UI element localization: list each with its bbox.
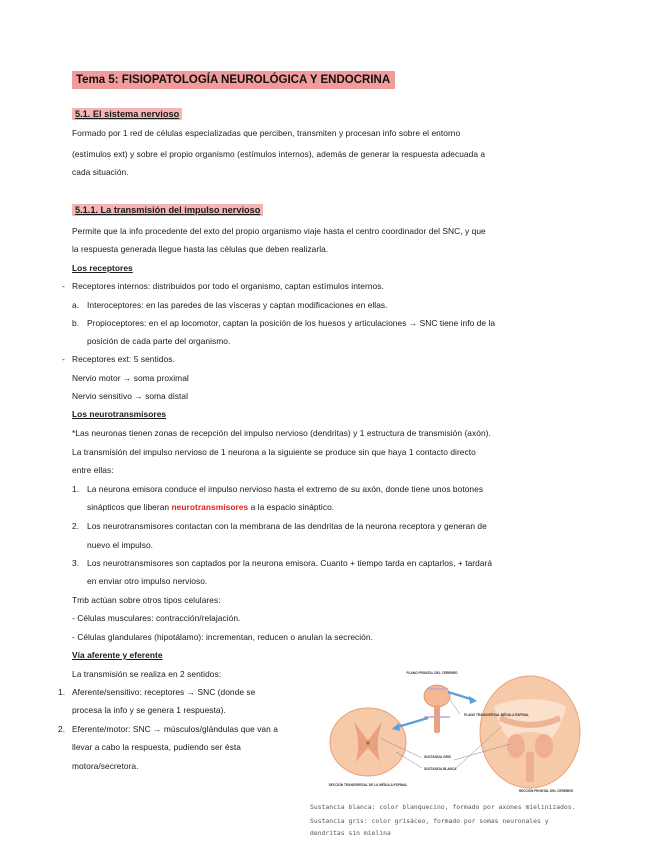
label-plano-frontal: PLANO FRONTAL DEL CEREBRO xyxy=(406,671,458,675)
neuro-intro-cont: entre ellas: xyxy=(72,465,114,475)
paragraph-line: (estímulos ext) y sobre el propio organismo (estímulos internos), además de generar la respuesta adecuada a xyxy=(72,149,486,159)
aferente-cont: procesa la info y se genera 1 respuesta). xyxy=(72,705,226,715)
list-marker: 2. xyxy=(72,521,80,531)
eferente: Eferente/motor: SNC → músculos/glándulas que van a xyxy=(72,724,278,734)
tmb-line: Tmb actúan sobre otros tipos celulares: xyxy=(72,595,221,605)
highlight-neurotransmisores: neurotransmisores xyxy=(171,502,249,512)
label-seccion-frontal: SECCIÓN FRONTAL DEL CEREBRO xyxy=(518,789,574,793)
subheading-neurotransmisores: Los neurotransmisores xyxy=(72,409,167,419)
section-heading-5-1-1: 5.1.1. La transmisión del impulso nervioso xyxy=(72,204,263,216)
via-intro: La transmisión se realiza en 2 sentidos: xyxy=(72,669,222,679)
bullet-marker: - xyxy=(62,354,65,364)
step-2: Los neurotransmisores contactan con la membrana de las dendritas de la neurona receptora y generan de xyxy=(87,521,487,531)
step-2-cont: nuevo el impulso. xyxy=(87,540,154,550)
step-1-cont: sinápticos que liberan neurotransmisores a la espacio sináptico. xyxy=(87,502,335,512)
propioceptores-cont: posición de cada parte del organismo. xyxy=(87,336,231,346)
celulas-glandulares: - Células glandulares (hipotálamo): incrementan, reducen o anulan la secreción. xyxy=(72,632,373,642)
propioceptores: Propioceptores: en el ap locomotor, captan la posición de los huesos y articulaciones → SNC tiene info de la xyxy=(87,318,496,328)
interoceptores: Interoceptores: en las paredes de las vísceras y captan modificaciones en ellas. xyxy=(87,300,388,310)
subheading-via: Vía aferente y eferente xyxy=(72,650,163,660)
list-marker: 3. xyxy=(72,558,80,568)
figure-caption-line: dendritas sin mielina xyxy=(310,829,391,837)
nervous-system-figure xyxy=(324,666,582,796)
label-sustancia-gris: SUSTANCIA GRIS xyxy=(424,755,451,759)
list-marker: 1. xyxy=(72,484,80,494)
celulas-musculares: - Células musculares: contracción/relajación. xyxy=(72,613,241,623)
receptores-ext: Receptores ext: 5 sentidos. xyxy=(72,354,175,364)
neuro-intro: La transmisión del impulso nervioso de 1 neurona a la siguiente se produce sin que haya 1 contacto directo xyxy=(72,447,476,457)
nervio-motor: Nervio motor → soma proximal xyxy=(72,373,189,383)
step-1: La neurona emisora conduce el impulso nervioso hasta el extremo de su axón, donde tiene unos botones xyxy=(87,484,484,494)
nervio-sensitivo: Nervio sensitivo → soma distal xyxy=(72,391,188,401)
neuro-note: *Las neuronas tienen zonas de recepción del impulso nervioso (dendritas) y 1 estructura de transmisión (axón). xyxy=(72,428,491,438)
label-plano-transversal: PLANO TRANSVERSAL MÉDULA ESPINAL xyxy=(464,713,529,717)
eferente-cont: llevar a cabo la respuesta, pudiendo ser ésta xyxy=(72,742,241,752)
list-marker: 2. xyxy=(58,724,66,734)
list-marker: 1. xyxy=(58,687,66,697)
aferente: Aferente/sensitivo: receptores → SNC (donde se xyxy=(72,687,256,697)
figure-caption-line: Sustancia gris: color grisáceo, formado por somas neuronales y xyxy=(310,817,549,825)
paragraph-line: la respuesta generada llegue hasta las células que deben realizarla. xyxy=(72,244,329,254)
list-marker: b. xyxy=(72,318,80,328)
page-title: Tema 5: FISIOPATOLOGÍA NEUROLÓGICA Y ENDOCRINA xyxy=(72,71,395,89)
paragraph-line: Permite que la info procedente del exto del propio organismo viaje hasta el centro coordinador del SNC, y que xyxy=(72,226,486,236)
anatomy-illustration xyxy=(324,666,582,796)
section-heading-5-1: 5.1. El sistema nervioso xyxy=(72,108,182,120)
paragraph-line: cada situación. xyxy=(72,167,129,177)
step-3-cont: en enviar otro impulso nervioso. xyxy=(87,576,208,586)
list-marker: a. xyxy=(72,300,80,310)
label-seccion-transversal: SECCIÓN TRANSVERSAL DE LA MÉDULA ESPINAL xyxy=(328,783,408,787)
eferente-cont-2: motora/secretora. xyxy=(72,761,139,771)
paragraph-line: Formado por 1 red de células especializadas que perciben, transmiten y procesan info sobre el entorno xyxy=(72,128,461,138)
label-sustancia-blanca: SUSTANCIA BLANCA xyxy=(424,767,457,771)
subheading-receptores: Los receptores xyxy=(72,263,133,273)
receptores-internos: Receptores internos: distribuidos por todo el organismo, captan estímulos internos. xyxy=(72,281,384,291)
figure-caption-line: Sustancia blanca: color blanquecino, formado por axones mielinizados. xyxy=(310,803,576,811)
step-3: Los neurotransmisores son captados por la neurona emisora. Cuanto + tiempo tarda en captarlos, + tardará xyxy=(87,558,493,568)
bullet-marker: - xyxy=(62,281,65,291)
